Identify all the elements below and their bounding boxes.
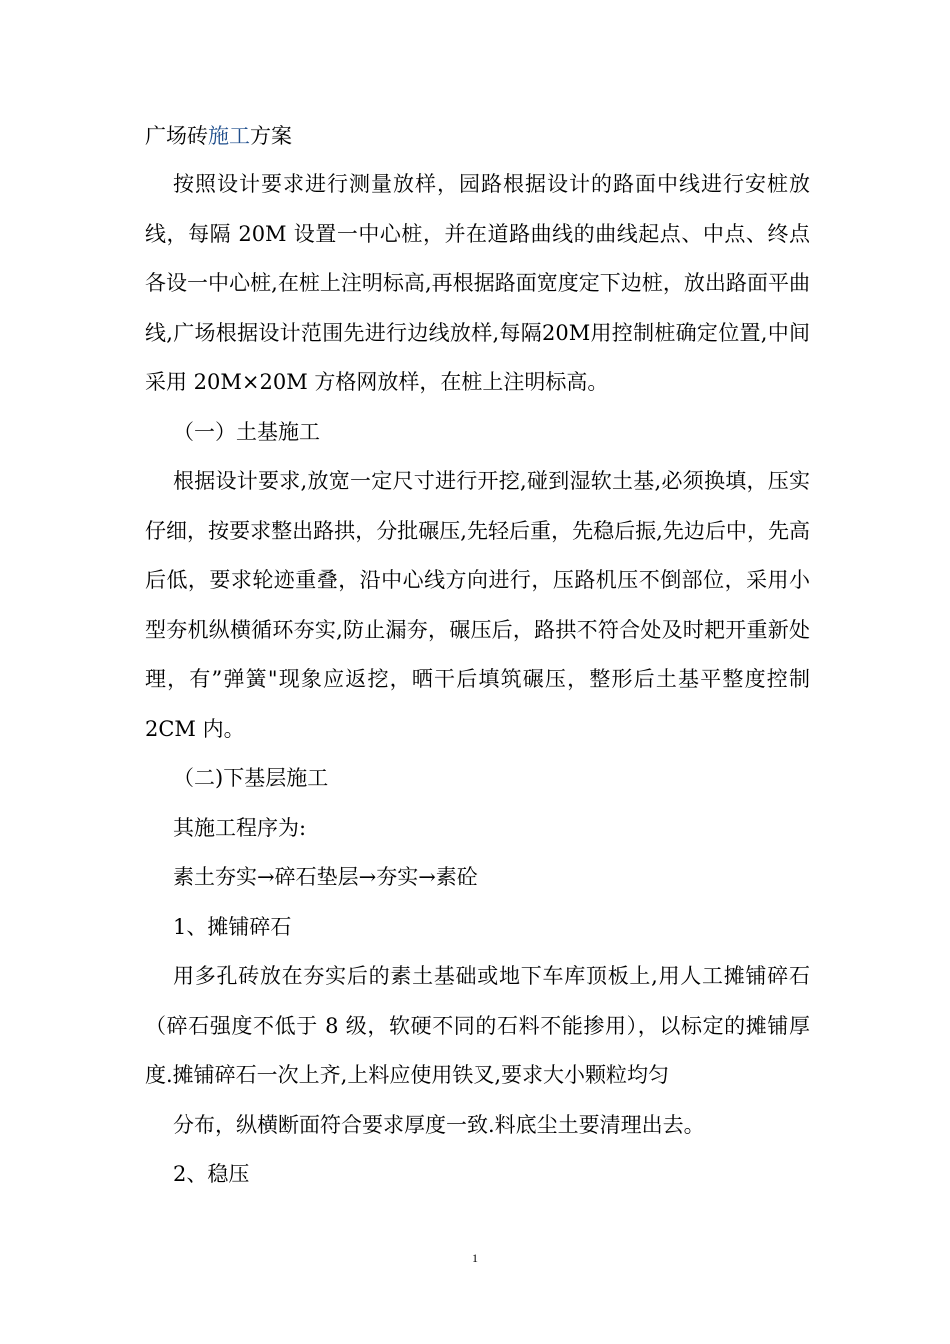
title-link[interactable]: 施工 [208, 124, 250, 148]
procedure-intro: 其施工程序为: [173, 815, 307, 840]
section2-heading: （二)下基层施工 [173, 766, 329, 790]
section1-heading: （一）土基施工 [173, 419, 320, 444]
title-suffix: 方案 [250, 124, 292, 148]
page-number: 1 [472, 1251, 478, 1265]
step1-continued: 分布，纵横断面符合要求厚度一致.料底尘土要清理出去。 [173, 1112, 705, 1137]
step2-heading: 2、稳压 [173, 1162, 250, 1186]
document-title [145, 112, 810, 160]
document-page [145, 112, 810, 1200]
title-prefix: 广场砖 [145, 124, 208, 148]
intro-paragraph: 按照设计要求进行测量放样，园路根据设计的路面中线进行安桩放线，每隔 20M 设置一中心桩，并在道路曲线的曲线起点、中点、终点各设一中心桩,在桩上注明标高,再根据路面宽度定下边桩，放出路面平曲线,广场根据设计范围先进行边线放样,每隔20M用控制桩确定位置,中间采用 20M×20M 方格网放样，在桩上注明标高。 [145, 172, 810, 394]
procedure-steps: 素土夯实→碎石垫层→夯实→素砼 [173, 865, 478, 889]
step1-heading: 1、摊铺碎石 [173, 914, 292, 939]
step1-paragraph: 用多孔砖放在夯实后的素土基础或地下车库顶板上,用人工摊铺碎石（碎石强度不低于 8 级，软硬不同的石料不能掺用），以标定的摊铺厚度.摊铺碎石一次上齐,上料应使用铁叉,要求大小颗粒均匀 [145, 964, 810, 1087]
section1-paragraph: 根据设计要求,放宽一定尺寸进行开挖,碰到湿软土基,必须换填，压实仔细，按要求整出路拱，分批碾压,先轻后重，先稳后振,先边后中，先高后低，要求轮迹重叠，沿中心线方向进行，压路机压不倒部位，采用小型夯机纵横循环夯实,防止漏夯，碾压后，路拱不符合处及时耙开重新处理，有”弹簧"现象应返挖，晒干后填筑碾压，整形后土基平整度控制 2CM 内。 [145, 469, 810, 741]
